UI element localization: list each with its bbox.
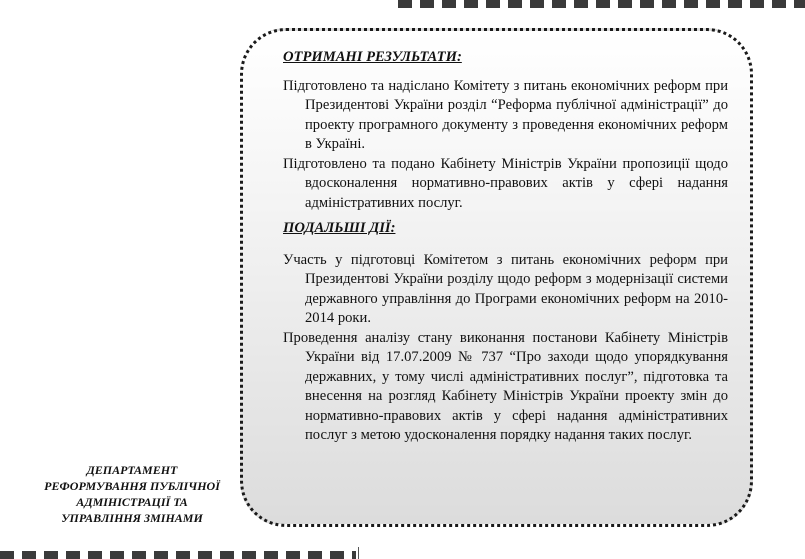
department-line: УПРАВЛІННЯ ЗМІНАМИ <box>61 511 203 525</box>
next-steps-item: Проведення аналізу стану виконання постанови Кабінету Міністрів України від 17.07.2009 № 737 “Про заходи щодо упорядкування державних, у тому числі адміністративних послуг”, підготовка та внесення на розгляд Кабінету Міністрів України проекту змін до нормативно-правових актів у сфері надання адміністративних послуг з метою удосконалення порядку надання таких послуг. <box>283 329 728 443</box>
department-line: АДМІНІСТРАЦІЇ ТА <box>76 495 188 509</box>
card-content <box>283 48 728 446</box>
next-steps-heading: ПОДАЛЬШІ ДІЇ: <box>283 220 396 236</box>
results-heading: ОТРИМАНІ РЕЗУЛЬТАТИ: <box>283 49 462 65</box>
department-line: ДЕПАРТАМЕНТ <box>86 463 178 477</box>
results-item: Підготовлено та подано Кабінету Міністрів України пропозиції щодо вдосконалення нормативно-правових актів у сфері надання адміністративних послуг. <box>283 155 728 211</box>
top-dashed-border <box>398 0 805 8</box>
department-line: РЕФОРМУВАННЯ ПУБЛІЧНОЇ <box>44 479 220 493</box>
bottom-border-tick <box>358 547 359 559</box>
next-steps-item: Участь у підготовці Комітетом з питань економічних реформ при Президентові України розділу щодо реформ з модернізації системи державного управління до Програми економічних реформ на 2010-2014 роки. <box>283 251 728 326</box>
department-name <box>22 462 242 526</box>
bottom-dashed-border <box>0 551 356 559</box>
results-item: Підготовлено та надіслано Комітету з питань економічних реформ при Президентові України розділ “Реформа публічної адміністрації” до проекту програмного документу з проведення економічних реформ в Україні. <box>283 77 728 152</box>
